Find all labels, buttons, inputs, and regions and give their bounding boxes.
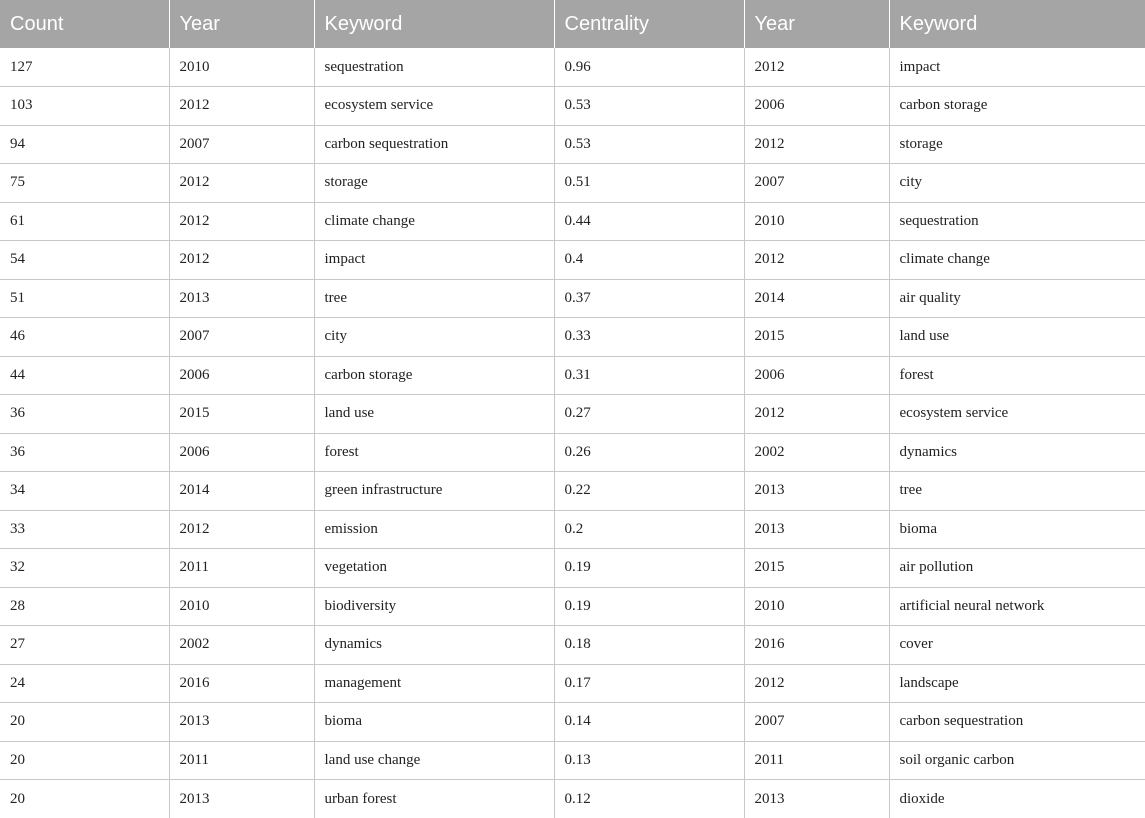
centrality-cell: 0.26 [554,433,744,472]
table-row [0,510,1145,549]
year-cell: 2015 [169,395,314,434]
year-cell: 2010 [744,587,889,626]
count-cell: 24 [0,664,169,703]
year-cell: 2012 [169,510,314,549]
keyword-cell: air pollution [889,549,1145,588]
keyword-cell: biodiversity [314,587,554,626]
year-cell: 2013 [744,510,889,549]
count-cell: 32 [0,549,169,588]
keyword-cell: ecosystem service [314,87,554,126]
count-cell: 44 [0,356,169,395]
table-row [0,472,1145,511]
table-header [0,0,1145,48]
header-count: Count [0,0,169,48]
keyword-cell: carbon storage [889,87,1145,126]
year-cell: 2013 [744,780,889,818]
year-cell: 2010 [744,202,889,241]
count-cell: 36 [0,433,169,472]
centrality-cell: 0.53 [554,125,744,164]
keyword-cell: bioma [889,510,1145,549]
year-cell: 2012 [744,664,889,703]
year-cell: 2011 [169,549,314,588]
year-cell: 2007 [744,703,889,742]
year-cell: 2012 [169,87,314,126]
keyword-cell: land use change [314,741,554,780]
year-cell: 2015 [744,549,889,588]
keyword-cell: soil organic carbon [889,741,1145,780]
table-row [0,587,1145,626]
year-cell: 2015 [744,318,889,357]
centrality-cell: 0.12 [554,780,744,818]
table-row [0,318,1145,357]
year-cell: 2006 [744,87,889,126]
centrality-cell: 0.96 [554,48,744,87]
keyword-cell: city [889,164,1145,203]
year-cell: 2016 [169,664,314,703]
keyword-cell: forest [889,356,1145,395]
year-cell: 2012 [169,164,314,203]
table-row [0,202,1145,241]
keyword-cell: management [314,664,554,703]
header-centrality: Centrality [554,0,744,48]
keyword-cell: tree [889,472,1145,511]
table-row [0,164,1145,203]
count-cell: 34 [0,472,169,511]
count-cell: 75 [0,164,169,203]
year-cell: 2010 [169,48,314,87]
count-cell: 54 [0,241,169,280]
year-cell: 2012 [169,202,314,241]
year-cell: 2002 [169,626,314,665]
year-cell: 2011 [744,741,889,780]
keyword-cell: dynamics [314,626,554,665]
centrality-cell: 0.19 [554,549,744,588]
keyword-cell: land use [314,395,554,434]
count-cell: 94 [0,125,169,164]
keyword-cell: landscape [889,664,1145,703]
centrality-cell: 0.33 [554,318,744,357]
count-cell: 46 [0,318,169,357]
year-cell: 2012 [744,125,889,164]
count-cell: 61 [0,202,169,241]
count-cell: 20 [0,703,169,742]
keyword-cell: climate change [889,241,1145,280]
keyword-cell: land use [889,318,1145,357]
header-keyword-by-count: Keyword [314,0,554,48]
keyword-cell: dioxide [899,790,945,807]
year-cell: 2012 [169,241,314,280]
count-cell: 20 [0,741,169,780]
table-row [0,626,1145,665]
year-cell: 2007 [169,125,314,164]
centrality-cell: 0.51 [554,164,744,203]
year-cell: 2006 [744,356,889,395]
keyword-cell: ecosystem service [889,395,1145,434]
centrality-cell: 0.17 [554,664,744,703]
keyword-cell: green infrastructure [314,472,554,511]
year-cell: 2013 [744,472,889,511]
keyword-cell: city [314,318,554,357]
year-cell: 2006 [169,356,314,395]
count-cell: 20 [0,780,169,818]
count-cell: 103 [0,87,169,126]
keyword-cell: forest [314,433,554,472]
count-cell: 51 [0,279,169,318]
keyword-cell: impact [314,241,554,280]
keyword-cell: sequestration [314,48,554,87]
keyword-cell: impact [889,48,1145,87]
table-row [0,433,1145,472]
year-cell: 2013 [169,780,314,818]
table-row [0,241,1145,280]
year-cell: 2016 [744,626,889,665]
table-row [0,395,1145,434]
table-row [0,549,1145,588]
table-row [0,48,1145,87]
year-cell: 2013 [169,279,314,318]
centrality-cell: 0.44 [554,202,744,241]
count-cell: 33 [0,510,169,549]
year-cell: 2013 [169,703,314,742]
keyword-cell: carbon storage [314,356,554,395]
count-cell: 28 [0,587,169,626]
year-cell: 2002 [744,433,889,472]
keyword-cell: tree [314,279,554,318]
year-cell: 2011 [169,741,314,780]
keyword-cell: artificial neural network [889,587,1145,626]
table-row [0,356,1145,395]
centrality-cell: 0.4 [554,241,744,280]
table-body [0,48,1145,818]
centrality-cell: 0.37 [554,279,744,318]
centrality-cell: 0.22 [554,472,744,511]
table-row [0,125,1145,164]
keyword-cell: bioma [314,703,554,742]
keyword-cell: urban forest [314,780,554,818]
year-cell: 2007 [169,318,314,357]
header-keyword-by-centrality: Keyword [889,0,1145,48]
keyword-cell: storage [889,125,1145,164]
count-cell: 27 [0,626,169,665]
table-row [0,664,1145,703]
centrality-cell: 0.13 [554,741,744,780]
header-year-by-count: Year [169,0,314,48]
count-cell: 127 [0,48,169,87]
table-row [0,741,1145,780]
centrality-cell: 0.31 [554,356,744,395]
header-year-by-centrality: Year [744,0,889,48]
keyword-cell: vegetation [314,549,554,588]
keyword-cell: carbon sequestration [889,703,1145,742]
keyword-cell: carbon sequestration [314,125,554,164]
keyword-cell: air quality [889,279,1145,318]
year-cell: 2012 [744,241,889,280]
keyword-cell: climate change [314,202,554,241]
year-cell: 2010 [169,587,314,626]
table-row [0,703,1145,742]
year-cell: 2007 [744,164,889,203]
centrality-cell: 0.19 [554,587,744,626]
keyword-cell: cover [889,626,1145,665]
centrality-cell: 0.2 [554,510,744,549]
year-cell: 2014 [169,472,314,511]
centrality-cell: 0.53 [554,87,744,126]
keyword-cell: emission [314,510,554,549]
header-row [0,0,1145,48]
table-row [0,780,1145,818]
table-row [0,87,1145,126]
keyword-cell: storage [314,164,554,203]
year-cell: 2012 [744,395,889,434]
year-cell: 2006 [169,433,314,472]
centrality-cell: 0.18 [554,626,744,665]
centrality-cell: 0.27 [554,395,744,434]
year-cell: 2014 [744,279,889,318]
year-cell: 2012 [744,48,889,87]
count-cell: 36 [0,395,169,434]
centrality-cell: 0.14 [554,703,744,742]
keyword-cell: sequestration [889,202,1145,241]
table-row [0,279,1145,318]
keyword-cell: dynamics [889,433,1145,472]
